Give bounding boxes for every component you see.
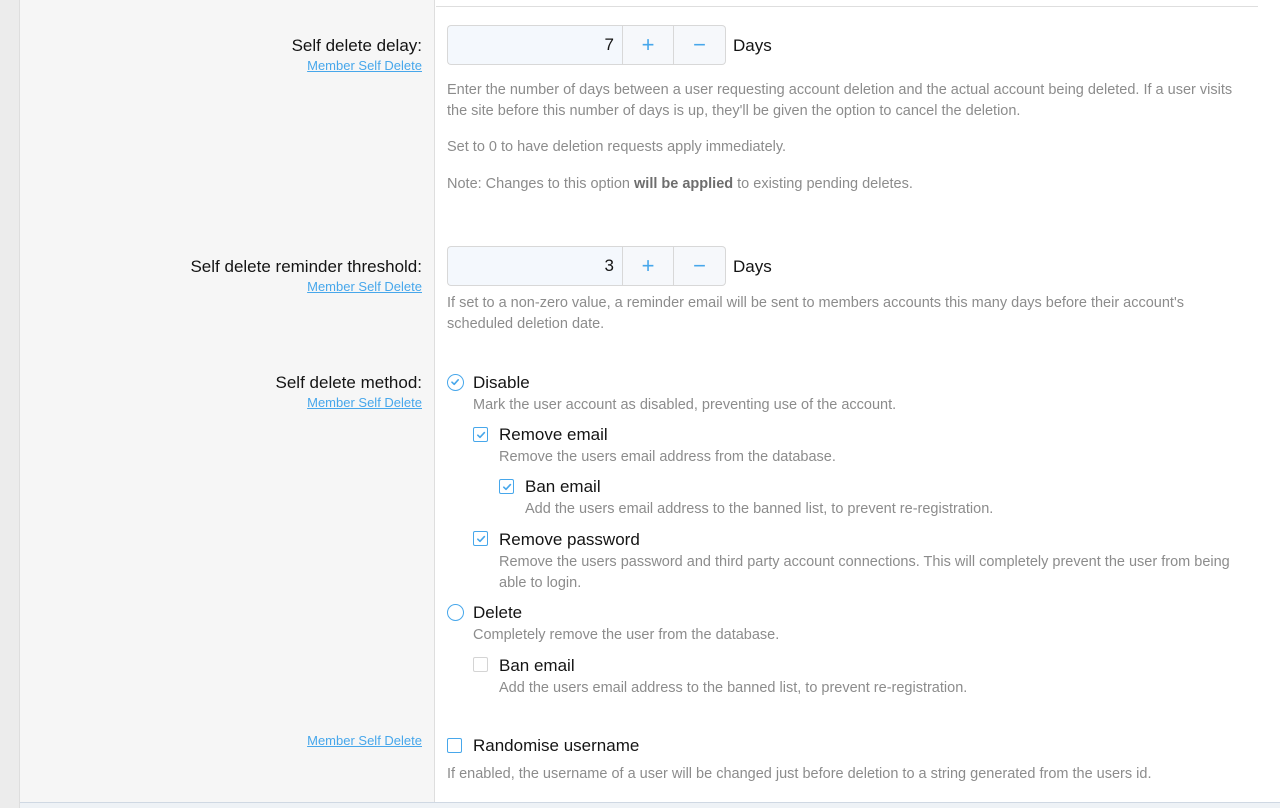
delay-note — [447, 174, 1247, 195]
remove-password-checkbox[interactable] — [473, 531, 488, 546]
reminder-spinbox — [447, 246, 726, 286]
delay-increment-button[interactable]: + — [622, 25, 674, 65]
delay-label: Self delete delay: — [291, 36, 422, 55]
check-icon — [502, 482, 512, 492]
delay-note-suffix: to existing pending deletes. — [733, 176, 913, 192]
top-divider — [436, 6, 1258, 7]
delete-label[interactable]: Delete — [473, 603, 523, 622]
delay-unit: Days — [733, 36, 772, 55]
method-label: Self delete method: — [275, 373, 422, 392]
reminder-unit: Days — [733, 257, 772, 276]
check-icon — [450, 377, 460, 387]
method-hint-link[interactable]: Member Self Delete — [307, 395, 422, 410]
ban-email-desc: Add the users email address to the banned list, to prevent re-registration. — [525, 501, 994, 517]
reminder-hint-link[interactable]: Member Self Delete — [307, 279, 422, 294]
method-label-block — [276, 373, 422, 411]
ban-email-label[interactable]: Ban email — [525, 477, 601, 496]
reminder-explain: If set to a non-zero value, a reminder email will be sent to members accounts this many days before their account's scheduled deletion date. — [447, 295, 1184, 332]
delete-ban-email-label[interactable]: Ban email — [499, 656, 575, 675]
left-gutter — [0, 0, 20, 808]
reminder-increment-button[interactable]: + — [622, 246, 674, 286]
options-panel — [20, 0, 1280, 808]
delay-spinbox — [447, 25, 726, 65]
remove-password-label[interactable]: Remove password — [499, 530, 640, 549]
delay-label-block — [292, 36, 422, 74]
reminder-label: Self delete reminder threshold: — [190, 257, 422, 276]
randomise-hint-link[interactable]: Member Self Delete — [307, 733, 422, 748]
delay-note-bold: will be applied — [634, 176, 734, 192]
bottom-divider — [20, 802, 1280, 808]
remove-email-checkbox[interactable] — [473, 427, 488, 442]
delay-decrement-button[interactable]: − — [674, 25, 726, 65]
remove-email-label[interactable]: Remove email — [499, 425, 608, 444]
randomise-label-block — [307, 733, 422, 749]
delay-explain: Enter the number of days between a user requesting account deletion and the actual account being deleted. If a user visits the site before this number of days is up, they'll be given the option to cancel the deletion. — [447, 82, 1233, 119]
randomise-checkbox[interactable] — [447, 738, 462, 753]
check-icon — [476, 534, 486, 544]
delete-desc: Completely remove the user from the database. — [473, 627, 780, 643]
randomise-label[interactable]: Randomise username — [473, 736, 640, 755]
delete-radio[interactable] — [447, 604, 464, 621]
remove-email-desc: Remove the users email address from the database. — [499, 449, 836, 465]
check-icon — [476, 430, 486, 440]
delete-ban-email-desc: Add the users email address to the banned list, to prevent re-registration. — [499, 680, 968, 696]
disable-label[interactable]: Disable — [473, 373, 530, 392]
delay-hint-link[interactable]: Member Self Delete — [307, 58, 422, 73]
randomise-desc: If enabled, the username of a user will be changed just before deletion to a string generated from the users id. — [447, 766, 1152, 782]
remove-password-desc: Remove the users password and third party account connections. This will completely prevent the user from being able to login. — [499, 554, 1230, 591]
ban-email-checkbox[interactable] — [499, 479, 514, 494]
disable-radio[interactable] — [447, 374, 464, 391]
delay-input[interactable]: 7 — [447, 25, 622, 65]
disable-desc: Mark the user account as disabled, preventing use of the account. — [473, 397, 897, 413]
reminder-input[interactable]: 3 — [447, 246, 622, 286]
delay-note-prefix: Note: Changes to this option — [447, 176, 635, 192]
reminder-label-block — [190, 257, 422, 295]
delay-explain-zero: Set to 0 to have deletion requests apply immediately. — [447, 139, 787, 155]
delete-ban-email-checkbox[interactable] — [473, 657, 488, 672]
reminder-decrement-button[interactable]: − — [674, 246, 726, 286]
